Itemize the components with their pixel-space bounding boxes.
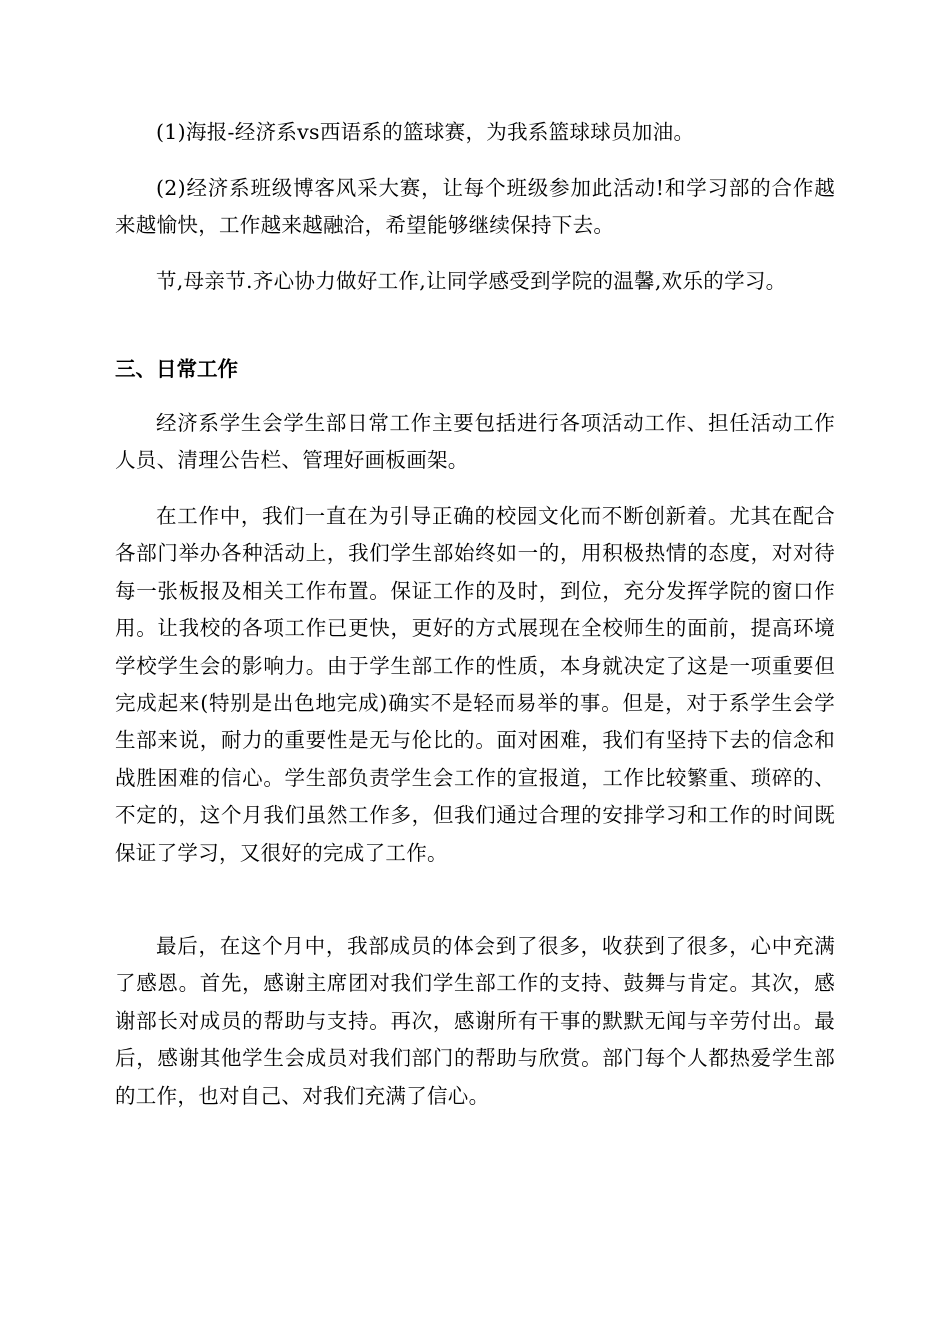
paragraph-mothers-day: 节,母亲节.齐心协力做好工作,让同学感受到学院的温馨,欢乐的学习。 bbox=[156, 269, 787, 293]
paragraph-conclusion: 最后，在这个月中，我部成员的体会到了很多，收获到了很多，心中充满了感恩。首先，感谢主席团对我们学生部工作的支持、鼓舞与肯定。其次，感谢部长对成员的帮助与支持。再次，感谢所有干事的默默无闻与辛劳付出。最后，感谢其他学生会成员对我们部门的帮助与欣赏。部门每个人都热爱学生部的工作，也对自己、对我们充满了信心。 bbox=[115, 934, 835, 1108]
paragraph-work-details: 在工作中，我们一直在为引导正确的校园文化而不断创新着。尤其在配合各部门举办各种活动上，我们学生部始终如一的，用积极热情的态度，对对待每一张板报及相关工作布置。保证工作的及时，到位，充分发挥学院的窗口作用。让我校的各项工作已更快，更好的方式展现在全校师生的面前，提高环境学校学生会的影响力。由于学生部工作的性质，本身就决定了这是一项重要但完成起来(特别是出色地完成)确实不是轻而易举的事。但是，对于系学生会学生部来说，耐力的重要性是无与伦比的。面对困难，我们有坚持下去的信念和战胜困难的信心。学生部负责学生会工作的宣报道，工作比较繁重、琐碎的、不定的，这个月我们虽然工作多，但我们通过合理的安排学习和工作的时间既保证了学习，又很好的完成了工作。 bbox=[115, 504, 835, 865]
paragraph-blog-contest: (2)经济系班级博客风采大赛，让每个班级参加此活动!和学习部的合作越来越愉快，工作越来越融洽，希望能够继续保持下去。 bbox=[115, 176, 835, 238]
section-heading-daily-work: 三、日常工作 bbox=[115, 357, 238, 381]
paragraph-poster-basketball: (1)海报-经济系vs西语系的篮球赛，为我系篮球球员加油。 bbox=[156, 120, 695, 144]
paragraph-daily-work-summary: 经济系学生会学生部日常工作主要包括进行各项活动工作、担任活动工作人员、清理公告栏、管理好画板画架。 bbox=[115, 411, 835, 473]
